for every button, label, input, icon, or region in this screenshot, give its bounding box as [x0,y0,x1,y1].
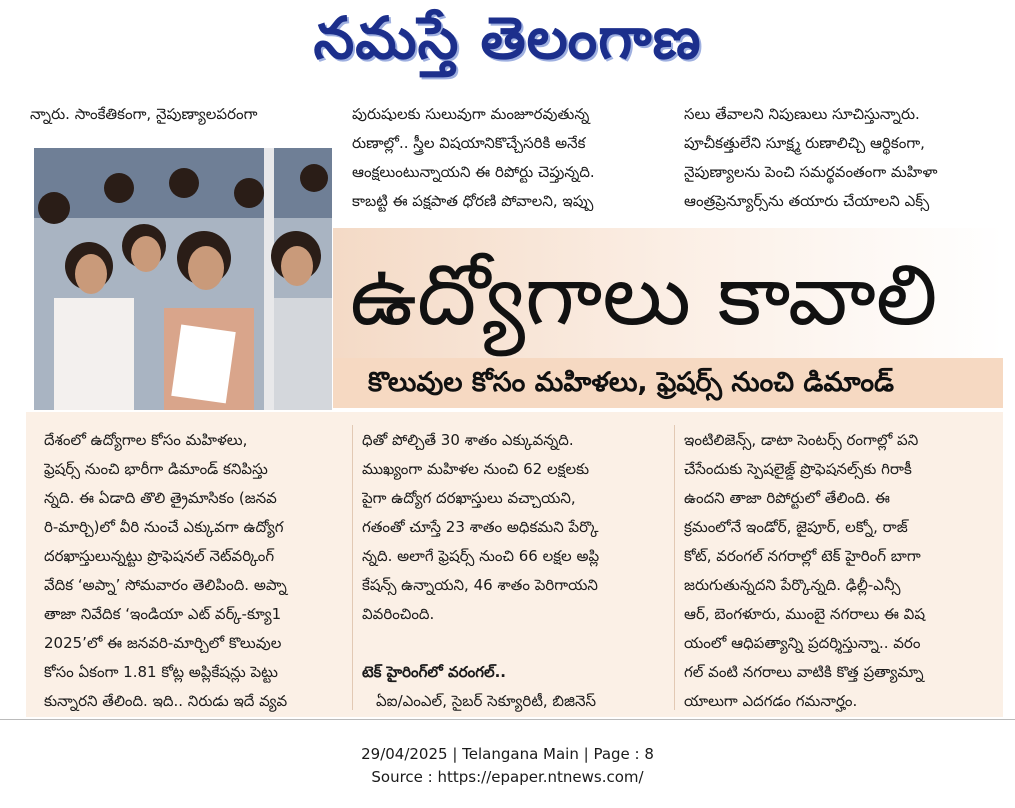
article-subheadline: కొలువుల కోసం మహిళలు, ఫ్రెషర్స్ నుంచి డిమాండ్ [368,367,895,398]
text-line: సలు తేవాలని నిపుణులు సూచిస్తున్నారు. [684,105,920,123]
text-line: కున్నారని తేలింది. ఇది.. నిరుడు ఇదే వ్యవ [44,692,288,710]
text-line: న్నది. అలాగే ఫ్రెషర్స్ నుంచి 66 లక్షల అప్లి [362,547,600,565]
text-line: కేషన్స్ ఉన్నాయని, 46 శాతం పెరిగాయని [362,576,598,594]
text-line: న్నారు. సాంకేతికంగా, నైపుణ్యాలపరంగా [30,105,258,123]
text-line: 2025’లో ఈ జనవరి-మార్చిలో కొలువుల [44,634,282,652]
text-line: గతంతో చూస్తే 23 శాతం అధికమని పేర్కొ [362,518,599,536]
top-column-2 [352,100,662,216]
text-line: ఫ్రెషర్స్ నుంచి భారీగా డిమాండ్ కనిపిస్తు [44,460,268,478]
text-line: ఉందని తాజా రిపోర్టులో తేలింది. ఈ [684,489,890,507]
text-line: రి-మార్చి)లో వీరి నుంచే ఎక్కువగా ఉద్యోగ [44,518,284,536]
top-column-3 [684,100,994,216]
text-line: వేదిక ‘అప్నా’ సోమవారం తెలిపింది. అప్నా [44,576,287,594]
column-divider [674,425,675,710]
article-column-1 [44,426,342,716]
article-column-2 [362,426,664,716]
newspaper-logo: నమస్తే తెలంగాణ [313,3,702,72]
text-line: పూచీకత్తులేని సూక్ష్మ రుణాలిచ్చి ఆర్థికంగా, [684,134,925,152]
text-line: ఆంత్రప్రెన్యూర్స్‌ను తయారు చేయాలని ఎక్స్ [684,192,930,210]
news-photo [34,148,332,410]
text-line: తాజా నివేదిక ‘ఇండియా ఎట్ వర్క్-క్యూ1 [44,605,282,623]
text-line: చేసేందుకు స్పెషలైజ్డ్ ప్రొఫెషనల్స్‌కు గిరాకీ [684,460,912,478]
text-line: కాబట్టి ఈ పక్షపాత ధోరణి పోవాలని, ఇప్పు [352,192,594,210]
text-line: ఆంక్షలుంటున్నాయని ఈ రిపోర్టు చెప్తున్నది. [352,163,595,181]
text-line: గల్ వంటి నగరాలు వాటికి కొత్త ప్రత్యామ్నా [684,663,924,681]
column-divider [352,425,353,710]
text-line: యంలో ఆధిపత్యాన్ని ప్రదర్శిస్తున్నా.. వరం [684,634,921,652]
masthead [0,0,1015,90]
text-line: క్రమంలోనే ఇండోర్, జైపూర్, లక్నో, రాజ్ [684,518,908,536]
text-line: ఇంటిలిజెన్స్, డాటా సెంటర్స్ రంగాల్లో పని [684,431,919,449]
text-line: జరుగుతున్నదని పేర్కొన్నది. ఢిల్లీ-ఎన్సీ [684,576,901,594]
text-line: కోట్, వరంగల్ నగరాల్లో టెక్ హైరింగ్ బాగా [684,547,921,565]
text-line: రుణాల్లో.. స్త్రీల విషయానికొచ్చేసరికి అనేక [352,134,586,152]
footer-rule [0,719,1015,720]
text-line: న్నది. ఈ ఏడాది తొలి త్రైమాసికం (జనవ [44,489,277,507]
text-line: పురుషులకు సులువుగా మంజూరవుతున్న [352,105,590,123]
text-line: దరఖాస్తులున్నట్టు ప్రొఫెషనల్ నెట్‌వర్కింగ్ [44,547,275,565]
article-column-3 [684,426,984,716]
text-line: ధితో పోల్చితే 30 శాతం ఎక్కువన్నది. [362,431,574,449]
section-title: టెక్ హైరింగ్‌లో వరంగల్.. [362,663,506,681]
spacer [362,629,664,658]
top-column-1 [30,100,335,129]
text-line: ముఖ్యంగా మహిళల నుంచి 62 లక్షలకు [362,460,590,478]
text-line: కోసం ఏకంగా 1.81 కోట్ల అప్లికేషన్లు పెట్టు [44,663,278,681]
crowd-photo-illustration [34,148,332,410]
footer-date-line: 29/04/2025 | Telangana Main | Page : 8 [361,745,654,763]
text-line: పైగా ఉద్యోగ దరఖాస్తులు వచ్చాయని, [362,489,576,507]
text-line: దేశంలో ఉద్యోగాల కోసం మహిళలు, [44,431,248,449]
text-line: నైపుణ్యాలను పెంచి సమర్థవంతంగా మహిళా [684,163,938,181]
text-line: ఆర్, బెంగళూరు, ముంబై నగరాలు ఈ విష [684,605,926,623]
footer-source-line: Source : https://epaper.ntnews.com/ [371,768,644,786]
text-line: వివరించింది. [362,605,435,623]
text-line: యాలుగా ఎదగడం గమనార్హం. [684,692,858,710]
text-line: ఏఐ/ఎంఎల్, సైబర్ సెక్యూరిటీ, బిజినెస్ [376,692,597,710]
article-headline: ఉద్యోగాలు కావాలి [350,246,938,344]
